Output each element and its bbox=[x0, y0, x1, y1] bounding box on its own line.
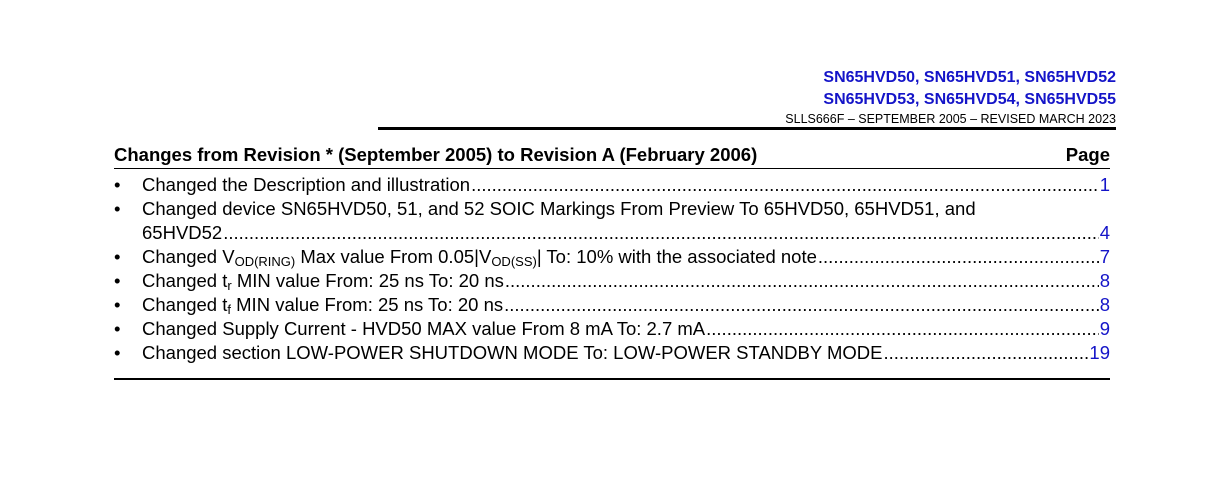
bullet: • bbox=[114, 174, 121, 195]
change-text-line-2: 65HVD52 bbox=[142, 222, 223, 243]
page-column-header: Page bbox=[1065, 144, 1110, 165]
change-item bbox=[114, 245, 1110, 269]
change-item bbox=[114, 269, 1110, 293]
page-link[interactable]: 8 bbox=[1099, 270, 1110, 291]
text-part: Changed V bbox=[142, 246, 235, 267]
changes-header bbox=[114, 144, 1110, 169]
bullet: • bbox=[114, 246, 121, 267]
change-text bbox=[142, 245, 817, 269]
dot-leader bbox=[505, 269, 1099, 293]
part-numbers-line-1: SN65HVD50, SN65HVD51, SN65HVD52 bbox=[823, 69, 1116, 86]
revision-changes-table bbox=[114, 144, 1110, 380]
change-list bbox=[114, 169, 1110, 365]
dot-leader bbox=[471, 173, 1099, 197]
page-link[interactable]: 4 bbox=[1099, 222, 1110, 243]
text-part: Max value From 0.05|V bbox=[295, 246, 492, 267]
text-part: Changed t bbox=[142, 294, 228, 315]
change-item bbox=[114, 197, 1110, 245]
change-text: Changed Supply Current - HVD50 MAX value From 8 mA To: 2.7 mA bbox=[142, 318, 706, 339]
page-link[interactable]: 9 bbox=[1099, 318, 1110, 339]
dot-leader bbox=[504, 293, 1099, 317]
bullet: • bbox=[114, 270, 121, 291]
change-text-line-1: Changed device SN65HVD50, 51, and 52 SOIC Markings From Preview To 65HVD50, 65HVD51, and bbox=[142, 198, 976, 219]
bullet: • bbox=[114, 198, 121, 219]
change-text bbox=[142, 269, 504, 293]
dot-leader bbox=[223, 221, 1098, 245]
change-item bbox=[114, 317, 1110, 341]
change-text: Changed section LOW-POWER SHUTDOWN MODE To: LOW-POWER STANDBY MODE bbox=[142, 342, 883, 363]
text-part: MIN value From: 25 ns To: 20 ns bbox=[231, 294, 504, 315]
change-text bbox=[142, 293, 503, 317]
header-rule bbox=[378, 127, 1116, 130]
text-part: MIN value From: 25 ns To: 20 ns bbox=[231, 270, 504, 291]
subscript: OD(SS) bbox=[491, 254, 537, 269]
text-part: | To: 10% with the associated note bbox=[536, 246, 817, 267]
bullet: • bbox=[114, 294, 121, 315]
dot-leader bbox=[884, 341, 1089, 365]
dot-leader bbox=[706, 317, 1099, 341]
subscript: f bbox=[227, 302, 231, 317]
page-link[interactable]: 7 bbox=[1099, 246, 1110, 267]
change-item bbox=[114, 173, 1110, 197]
table-bottom-rule bbox=[114, 378, 1110, 380]
change-item bbox=[114, 341, 1110, 365]
change-item bbox=[114, 293, 1110, 317]
document-id: SLLS666F – SEPTEMBER 2005 – REVISED MARCH 2023 bbox=[785, 112, 1116, 126]
bullet: • bbox=[114, 342, 121, 363]
page-link[interactable]: 8 bbox=[1099, 294, 1110, 315]
subscript: r bbox=[227, 278, 232, 293]
page-link[interactable]: 19 bbox=[1089, 342, 1110, 363]
subscript: OD(RING) bbox=[234, 254, 296, 269]
text-part: Changed t bbox=[142, 270, 228, 291]
dot-leader bbox=[818, 245, 1099, 269]
part-numbers-line-2: SN65HVD53, SN65HVD54, SN65HVD55 bbox=[823, 91, 1116, 108]
changes-title: Changes from Revision * (September 2005) to Revision A (February 2006) bbox=[114, 144, 758, 165]
change-text: Changed the Description and illustration bbox=[142, 174, 471, 195]
page-link[interactable]: 1 bbox=[1099, 174, 1110, 195]
bullet: • bbox=[114, 318, 121, 339]
